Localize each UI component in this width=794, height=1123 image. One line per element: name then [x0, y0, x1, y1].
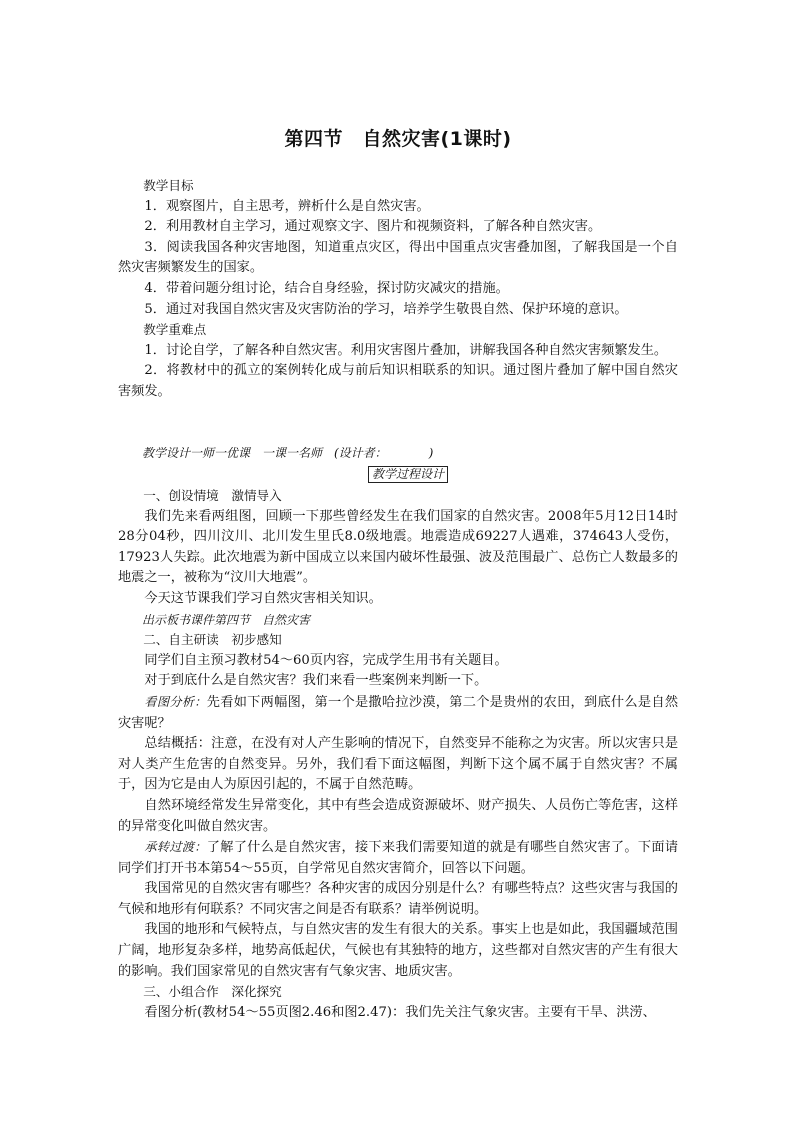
- goal-item: 3．阅读我国各种灾害地图，知道重点灾区，得出中国重点灾害叠加图，了解我国是一个自然灾害频繁发生的国家。: [118, 239, 678, 276]
- goal-item: 5．通过对我国自然灾害及灾害防治的学习，培养学生敬畏自然、保护环境的意识。: [144, 301, 628, 317]
- section-heading: 一、创设情境 激情导入: [143, 488, 282, 503]
- paragraph-lead: 总结概括：: [144, 736, 212, 752]
- paragraph-text: 了解了什么是自然灾害，接下来我们需要知道的就是有哪些自然灾害了。下面请同学们打开书本第54～55页，自学常见自然灾害简介，回答以下问题。: [118, 840, 679, 876]
- paragraph: [118, 692, 678, 734]
- keypoints-heading: 教学重难点: [143, 322, 207, 338]
- keypoint-item: 1．讨论自学，了解各种自然灾害。利用灾害图片叠加，讲解我国各种自然灾害频繁发生。: [144, 342, 668, 358]
- goals-heading: 教学目标: [143, 178, 194, 193]
- board-note: 出示板书课件第四节 自然灾害: [142, 612, 311, 627]
- paragraph-text: 先看如下两幅图，第一个是撒哈拉沙漠，第二个是贵州的农田，到底什么是自然灾害呢？: [118, 694, 679, 731]
- goal-item: 4．带着问题分组讨论，结合自身经验，探讨防灾减灾的措施。: [144, 280, 509, 296]
- paragraph: 自然环境经常发生异常变化，其中有些会造成资源破坏、财产损失、人员伤亡等危害，这样的异常变化叫做自然灾害。: [118, 797, 678, 834]
- goal-item: 1．观察图片，自主思考，辨析什么是自然灾害。: [144, 198, 430, 214]
- keypoint-item: 2．将教材中的孤立的案例转化成与前后知识相联系的知识。通过图片叠加了解中国自然灾害频发。: [118, 363, 678, 399]
- paragraph: [118, 837, 678, 879]
- paragraph-text: 注意，在没有对人产生影响的情况下，自然变异不能称之为灾害。所以灾害只是对人类产生危害的自然变异。另外，我们看下面这幅图，判断下这个属不属于自然灾害？不属于，因为它是由人为原因引起的，不属于自然范畴。: [118, 736, 679, 793]
- paragraph: 对于到底什么是自然灾害？我们来看一些案例来判断一下。: [144, 673, 488, 689]
- process-design-label: 教学过程设计: [368, 466, 448, 483]
- teaching-goals: [118, 176, 678, 403]
- design-credit-line: 教学设计一师一优课 一课一名师 (设计者： ): [142, 446, 434, 460]
- section-heading: 二、自主研读 初步感知: [143, 632, 282, 648]
- paragraph-lead: 承转过渡：: [144, 840, 207, 855]
- paragraph-lead: 看图分析：: [144, 694, 207, 709]
- paragraph: 看图分析(教材54～55页图2.46和图2.47)：我们先关注气象灾害。主要有干旱、洪涝、: [144, 1004, 656, 1020]
- paragraph: 同学们自主预习教材54～60页内容，完成学生用书有关题目。: [144, 652, 508, 668]
- paragraph: 我国的地形和气候特点，与自然灾害的发生有很大的关系。事实上也是如此，我国疆域范围广阔，地形复杂多样，地势高低起伏，气候也有其独特的地方，这些都对自然灾害的产生有很大的影响。我们国家常见的自然灾害有气象灾害、地质灾害。: [118, 922, 678, 979]
- goal-item: 2．利用教材自主学习，通过观察文字、图片和视频资料，了解各种自然灾害。: [144, 219, 602, 235]
- paragraph: 今天这节课我们学习自然灾害相关知识。: [144, 590, 382, 606]
- paragraph: 我们先来看两组图，回顾一下那些曾经发生在我们国家的自然灾害。2008年5月12日14时28分04秒，四川汶川、北川发生里氏8.0级地震。地震造成69227人遇难，374643人受伤，17923人失踪。此次地震为新中国成立以来国内破坏性最强、波及范围最广、总伤亡人数最多的地震之一，被称为“汶川大地震”。: [118, 508, 678, 586]
- page-title: 第四节 自然灾害(1课时): [284, 128, 512, 150]
- lesson-process: [118, 486, 678, 1023]
- section-heading: 三、小组合作 深化探究: [143, 984, 282, 1000]
- paragraph: 我国常见的自然灾害有哪些？各种灾害的成因分别是什么？有哪些特点？这些灾害与我国的气候和地形有何联系？不同灾害之间是否有联系？请举例说明。: [118, 881, 678, 917]
- paragraph: [118, 734, 678, 796]
